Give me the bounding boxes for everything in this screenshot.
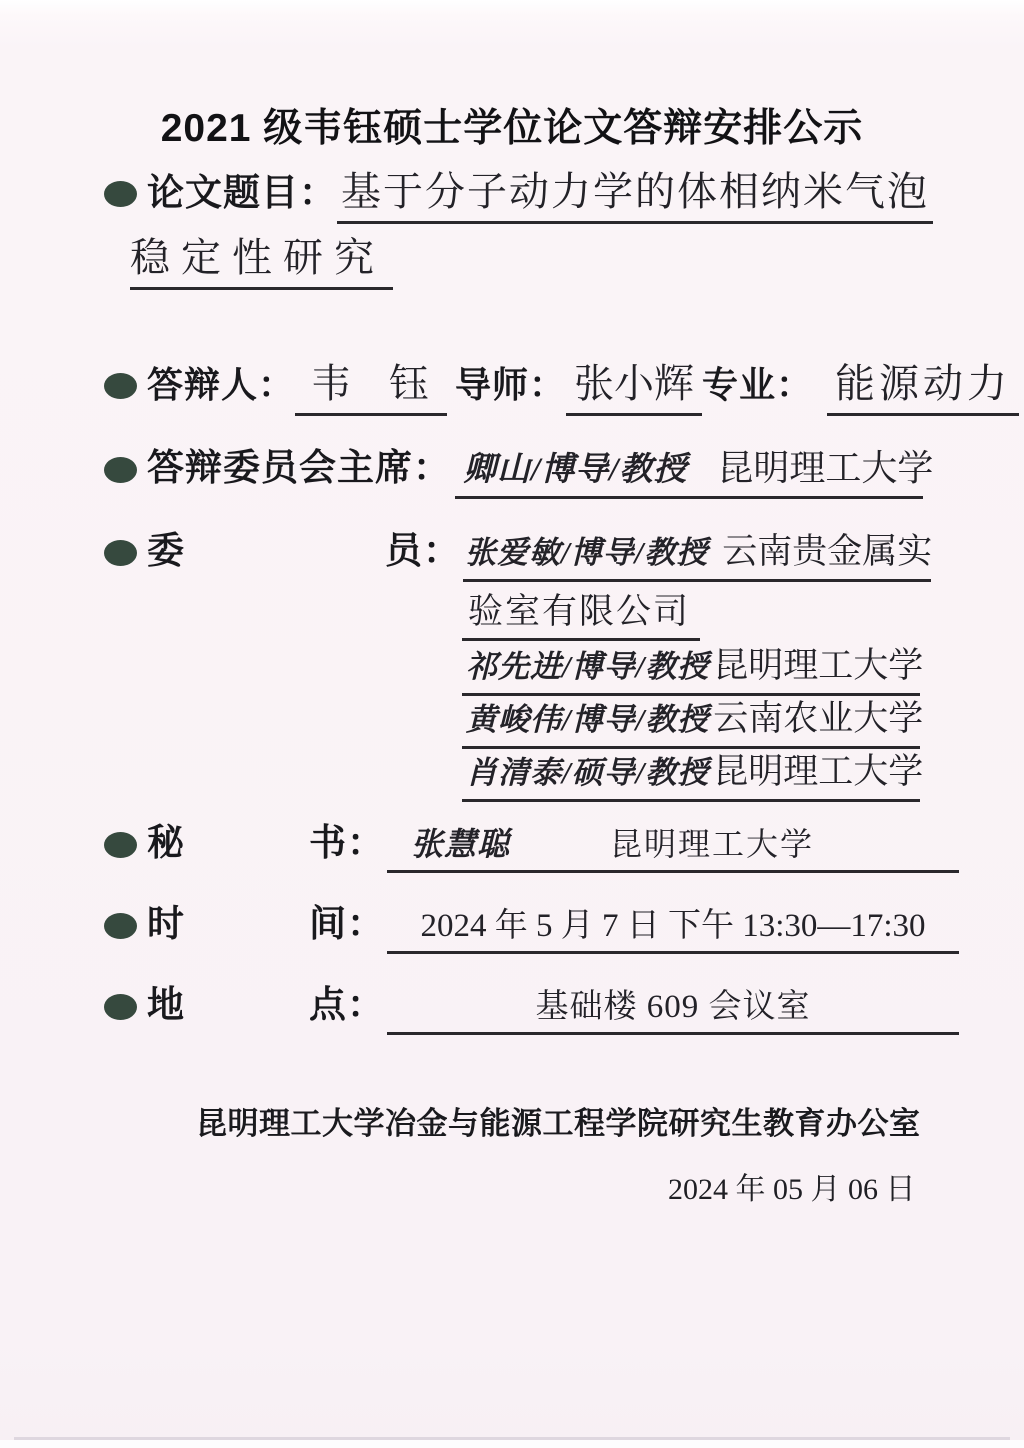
issuing-office: 昆明理工大学冶金与能源工程学院研究生教育办公室 (196, 1106, 921, 1141)
defender-row (104, 352, 1019, 416)
chair-row (104, 437, 934, 499)
time-label-char1: 时 (147, 904, 185, 945)
bullet-icon (104, 832, 137, 858)
thesis-title-row-cont (130, 226, 393, 290)
supervisor-label: 导师： (455, 365, 567, 405)
committee-member-row (462, 638, 924, 696)
committee-member-row (462, 691, 924, 749)
secretary-row (104, 812, 959, 873)
chair-name: 卿山/博导/教授 (463, 452, 688, 488)
committee-member-name: 祁先进/博导/教授 (466, 649, 710, 684)
committee-member-affiliation: 昆明理工大学 (713, 646, 924, 685)
location-row (104, 974, 959, 1035)
bullet-icon (104, 457, 137, 483)
bullet-icon (104, 994, 137, 1020)
committee-row (104, 520, 931, 582)
major-label: 专业： (702, 365, 814, 405)
secretary-label-char1: 秘 (147, 823, 185, 864)
chair-label: 答辩委员会主席： (147, 448, 451, 489)
defender-label: 答辩人： (147, 365, 296, 405)
committee-member-affiliation-cont: 验室有限公司 (462, 584, 700, 641)
bullet-icon (104, 373, 137, 399)
major-value: 能源动力 (827, 352, 1019, 416)
secretary-label-char2: 书： (309, 823, 385, 864)
time-label-char2: 间： (309, 904, 385, 945)
committee-label-char2: 员： (385, 531, 461, 572)
committee-member-affiliation: 云南农业大学 (713, 699, 924, 738)
issue-date: 2024 年 05 月 06 日 (668, 1173, 916, 1206)
location-label-char1: 地 (147, 985, 185, 1026)
thesis-title-line2: 稳定性研究 (130, 226, 393, 290)
committee-member-affiliation: 昆明理工大学 (713, 752, 924, 791)
committee-member-name: 黄峻伟/博导/教授 (466, 702, 710, 737)
thesis-title-row (104, 160, 933, 224)
secretary-name: 张慧聪 (411, 826, 511, 862)
committee-member-row (462, 744, 924, 802)
location-value: 基础楼 609 会议室 (535, 989, 811, 1025)
page-title: 2021 级韦钰硕士学位论文答辩安排公示 (160, 107, 864, 150)
chair-affiliation: 昆明理工大学 (717, 448, 934, 488)
committee-row-cont (462, 584, 700, 641)
committee-member-name: 肖清泰/硕导/教授 (466, 755, 710, 790)
committee-label-char1: 委 (147, 531, 185, 572)
time-value: 2024 年 5 月 7 日 下午 13:30—17:30 (420, 908, 926, 944)
bullet-icon (104, 913, 137, 939)
scan-artifact-strip (0, 1440, 1024, 1448)
time-row (104, 893, 959, 954)
location-label-char2: 点： (309, 985, 385, 1026)
committee-member-name: 张爱敏/博导/教授 (465, 535, 709, 570)
supervisor-name: 张小辉 (566, 352, 702, 416)
bullet-icon (104, 540, 137, 566)
committee-member-affiliation: 云南贵金属实 (722, 532, 933, 571)
secretary-affiliation: 昆明理工大学 (610, 826, 815, 862)
thesis-label: 论文题目： (147, 173, 337, 214)
thesis-title-line1: 基于分子动力学的体相纳米气泡 (337, 160, 933, 224)
bullet-icon (104, 181, 137, 207)
defender-name: 韦 钰 (295, 352, 447, 416)
